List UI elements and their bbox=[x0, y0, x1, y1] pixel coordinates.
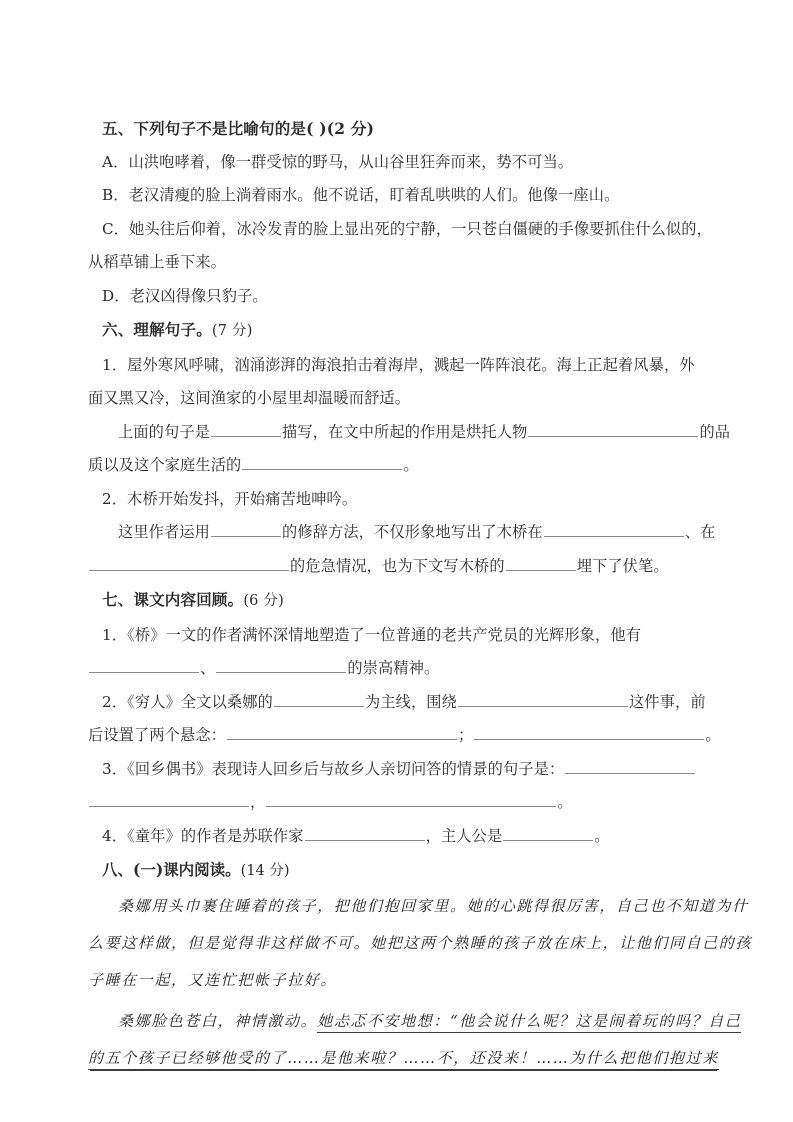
section-7-q3-number: 3． bbox=[102, 759, 128, 778]
q1-answer-c: 的品 bbox=[699, 422, 731, 441]
blank-input[interactable] bbox=[227, 724, 457, 740]
section-6-q2-line1 bbox=[102, 483, 712, 517]
blank-input[interactable] bbox=[544, 521, 684, 537]
section-6-q1-text1: 屋外寒风呼啸，汹涌澎湃的海浪拍击着海岸，溅起一阵阵浪花。海上正起着风暴，外 bbox=[127, 355, 695, 374]
paragraph2-plain-start: 桑娜脸色苍白，神情激动。 bbox=[118, 1012, 318, 1030]
section-5-option-a: A．山洪咆哮着，像一群受惊的野马，从山谷里狂奔而来，势不可当。 bbox=[102, 152, 574, 171]
section-6-q1-answer-line2 bbox=[88, 449, 712, 483]
blank-input[interactable] bbox=[565, 758, 695, 774]
section-7-q3-line1 bbox=[102, 753, 712, 787]
q3-text-c: 。 bbox=[557, 793, 573, 811]
q2-answer-b: 的修辞方法，不仅形象地写出了木桥在 bbox=[282, 523, 543, 541]
section-6-q1-answer-line1 bbox=[118, 416, 731, 450]
blank-input[interactable] bbox=[216, 657, 346, 673]
section-8-score: (14 分) bbox=[240, 863, 290, 879]
blank-input[interactable] bbox=[242, 454, 402, 470]
blank-input[interactable] bbox=[458, 691, 628, 707]
section-7-q2-line2 bbox=[88, 719, 721, 753]
q1-text-b: 、 bbox=[200, 659, 216, 677]
section-7-q4-line bbox=[102, 820, 712, 854]
q1-text-a: 《桥》一文的作者满怀深情地塑造了一位普通的老共产党员的光辉形象，他有 bbox=[127, 625, 642, 644]
section-7-q2-number: 2． bbox=[102, 692, 128, 711]
section-5-heading: 五、下列句子不是比喻句的是( )(2 分) bbox=[102, 119, 375, 138]
section-7-score: (6 分) bbox=[243, 593, 284, 609]
section-5-option-c: C．她头往后仰着，冰冷发青的脸上显出死的宁静，一只苍白僵硬的手像要抓住什么似的， bbox=[102, 219, 712, 238]
blank-input[interactable] bbox=[211, 521, 281, 537]
section-8-heading bbox=[102, 853, 712, 888]
section-6-heading-text: 六、理解句子。 bbox=[102, 320, 212, 339]
q4-text-b: ，主人公是 bbox=[425, 826, 503, 845]
q2-text-d: 后设置了两个悬念： bbox=[88, 726, 227, 744]
q1-answer-e: 。 bbox=[403, 456, 419, 474]
blank-input[interactable] bbox=[305, 825, 425, 841]
section-5-option-d: D．老汉凶得像只豹子。 bbox=[102, 286, 268, 305]
q2-answer-a: 这里作者运用 bbox=[118, 523, 211, 541]
paragraph2-underlined-part1: 她忐忑不安地想：“他会说什么呢？这是闹着玩的吗？自己 bbox=[317, 1012, 741, 1033]
blank-input[interactable] bbox=[266, 791, 556, 807]
section-7-q4-number: 4． bbox=[102, 826, 128, 845]
q2-text-b: 为主线，围绕 bbox=[364, 692, 457, 711]
q3-text-a: 《回乡偶书》表现诗人回乡后与故乡人亲切问答的情景的句子是： bbox=[127, 759, 565, 778]
blank-input[interactable] bbox=[474, 724, 704, 740]
q4-text-c: 。 bbox=[594, 826, 610, 845]
blank-input[interactable] bbox=[89, 555, 289, 571]
section-6-q2-answer-line1 bbox=[118, 516, 716, 550]
blank-input[interactable] bbox=[211, 421, 281, 437]
reading-paragraph1-line1: 桑娜用头巾裹住睡着的孩子，把他们抱回家里。她的心跳得很厉害，自己也不知道为什 bbox=[118, 897, 749, 915]
q1-answer-d: 质以及这个家庭生活的 bbox=[88, 456, 242, 474]
blank-input[interactable] bbox=[506, 555, 576, 571]
q2-text-f: 。 bbox=[705, 726, 721, 744]
q2-answer-c: 、在 bbox=[684, 523, 716, 541]
reading-paragraph1-line3: 子睡在一起，又连忙把帐子拉好。 bbox=[88, 971, 338, 989]
reading-paragraph1-line2: 么要这样做，但是觉得非这样做不可。她把这两个熟睡的孩子放在床上，让他们同自己的孩 bbox=[88, 934, 753, 952]
section-6-heading bbox=[102, 313, 712, 349]
section-7-q1-line2 bbox=[88, 652, 712, 686]
blank-input[interactable] bbox=[274, 691, 364, 707]
q1-text-c: 的崇高精神。 bbox=[347, 659, 440, 677]
section-5-option-b: B．老汉清瘦的脸上淌着雨水。他不说话，盯着乱哄哄的人们。他像一座山。 bbox=[102, 186, 620, 204]
section-6-q2-number: 2． bbox=[102, 489, 128, 508]
q1-answer-a: 上面的句子是 bbox=[118, 422, 211, 441]
q2-answer-d: 的危急情况，也为下文写木桥的 bbox=[290, 556, 505, 575]
section-8-heading-text: 八、(一)课内阅读。 bbox=[102, 860, 241, 879]
section-6-q1-number: 1． bbox=[102, 355, 128, 374]
q2-text-c: 这件事，前 bbox=[628, 692, 706, 711]
q2-text-a: 《穷人》全文以桑娜的 bbox=[127, 692, 273, 711]
blank-input[interactable] bbox=[503, 825, 593, 841]
q3-text-b: ， bbox=[250, 793, 266, 811]
section-7-heading-text: 七、课文内容回顾。 bbox=[102, 590, 244, 609]
q1-answer-b: 描写，在文中所起的作用是烘托人物 bbox=[282, 422, 528, 441]
section-6-q2-answer-line2 bbox=[88, 550, 712, 584]
section-7-q1-number: 1． bbox=[102, 625, 128, 644]
section-7-q3-line2 bbox=[88, 786, 712, 820]
section-7-heading bbox=[102, 583, 712, 619]
blank-input[interactable] bbox=[528, 421, 698, 437]
page-content bbox=[88, 112, 753, 1077]
blank-input[interactable] bbox=[89, 791, 249, 807]
section-5-option-c-cont: 从稻草铺上垂下来。 bbox=[88, 253, 227, 271]
q4-text-a: 《童年》的作者是苏联作家 bbox=[127, 826, 304, 845]
section-6-score: (7 分) bbox=[211, 323, 253, 339]
paragraph2-underlined-part2: 的五个孩子已经够他受的了……是他来啦？……不，还没来！……为什么把他们抱过来 bbox=[88, 1049, 719, 1070]
section-7-q2-line1 bbox=[102, 686, 712, 720]
section-6-q1-line1 bbox=[102, 349, 712, 383]
reading-paragraph2-line1 bbox=[88, 1003, 742, 1040]
section-7-q1-line1 bbox=[102, 619, 712, 653]
q2-answer-e: 埋下了伏笔。 bbox=[576, 556, 669, 575]
reading-paragraph2-line2 bbox=[88, 1040, 719, 1077]
q2-text-e: ； bbox=[458, 726, 474, 744]
blank-input[interactable] bbox=[89, 657, 199, 673]
section-6-q2-text: 木桥开始发抖，开始痛苦地呻吟。 bbox=[127, 489, 358, 508]
section-6-q1-line2: 面又黑又冷，这间渔家的小屋里却温暖而舒适。 bbox=[88, 389, 411, 407]
